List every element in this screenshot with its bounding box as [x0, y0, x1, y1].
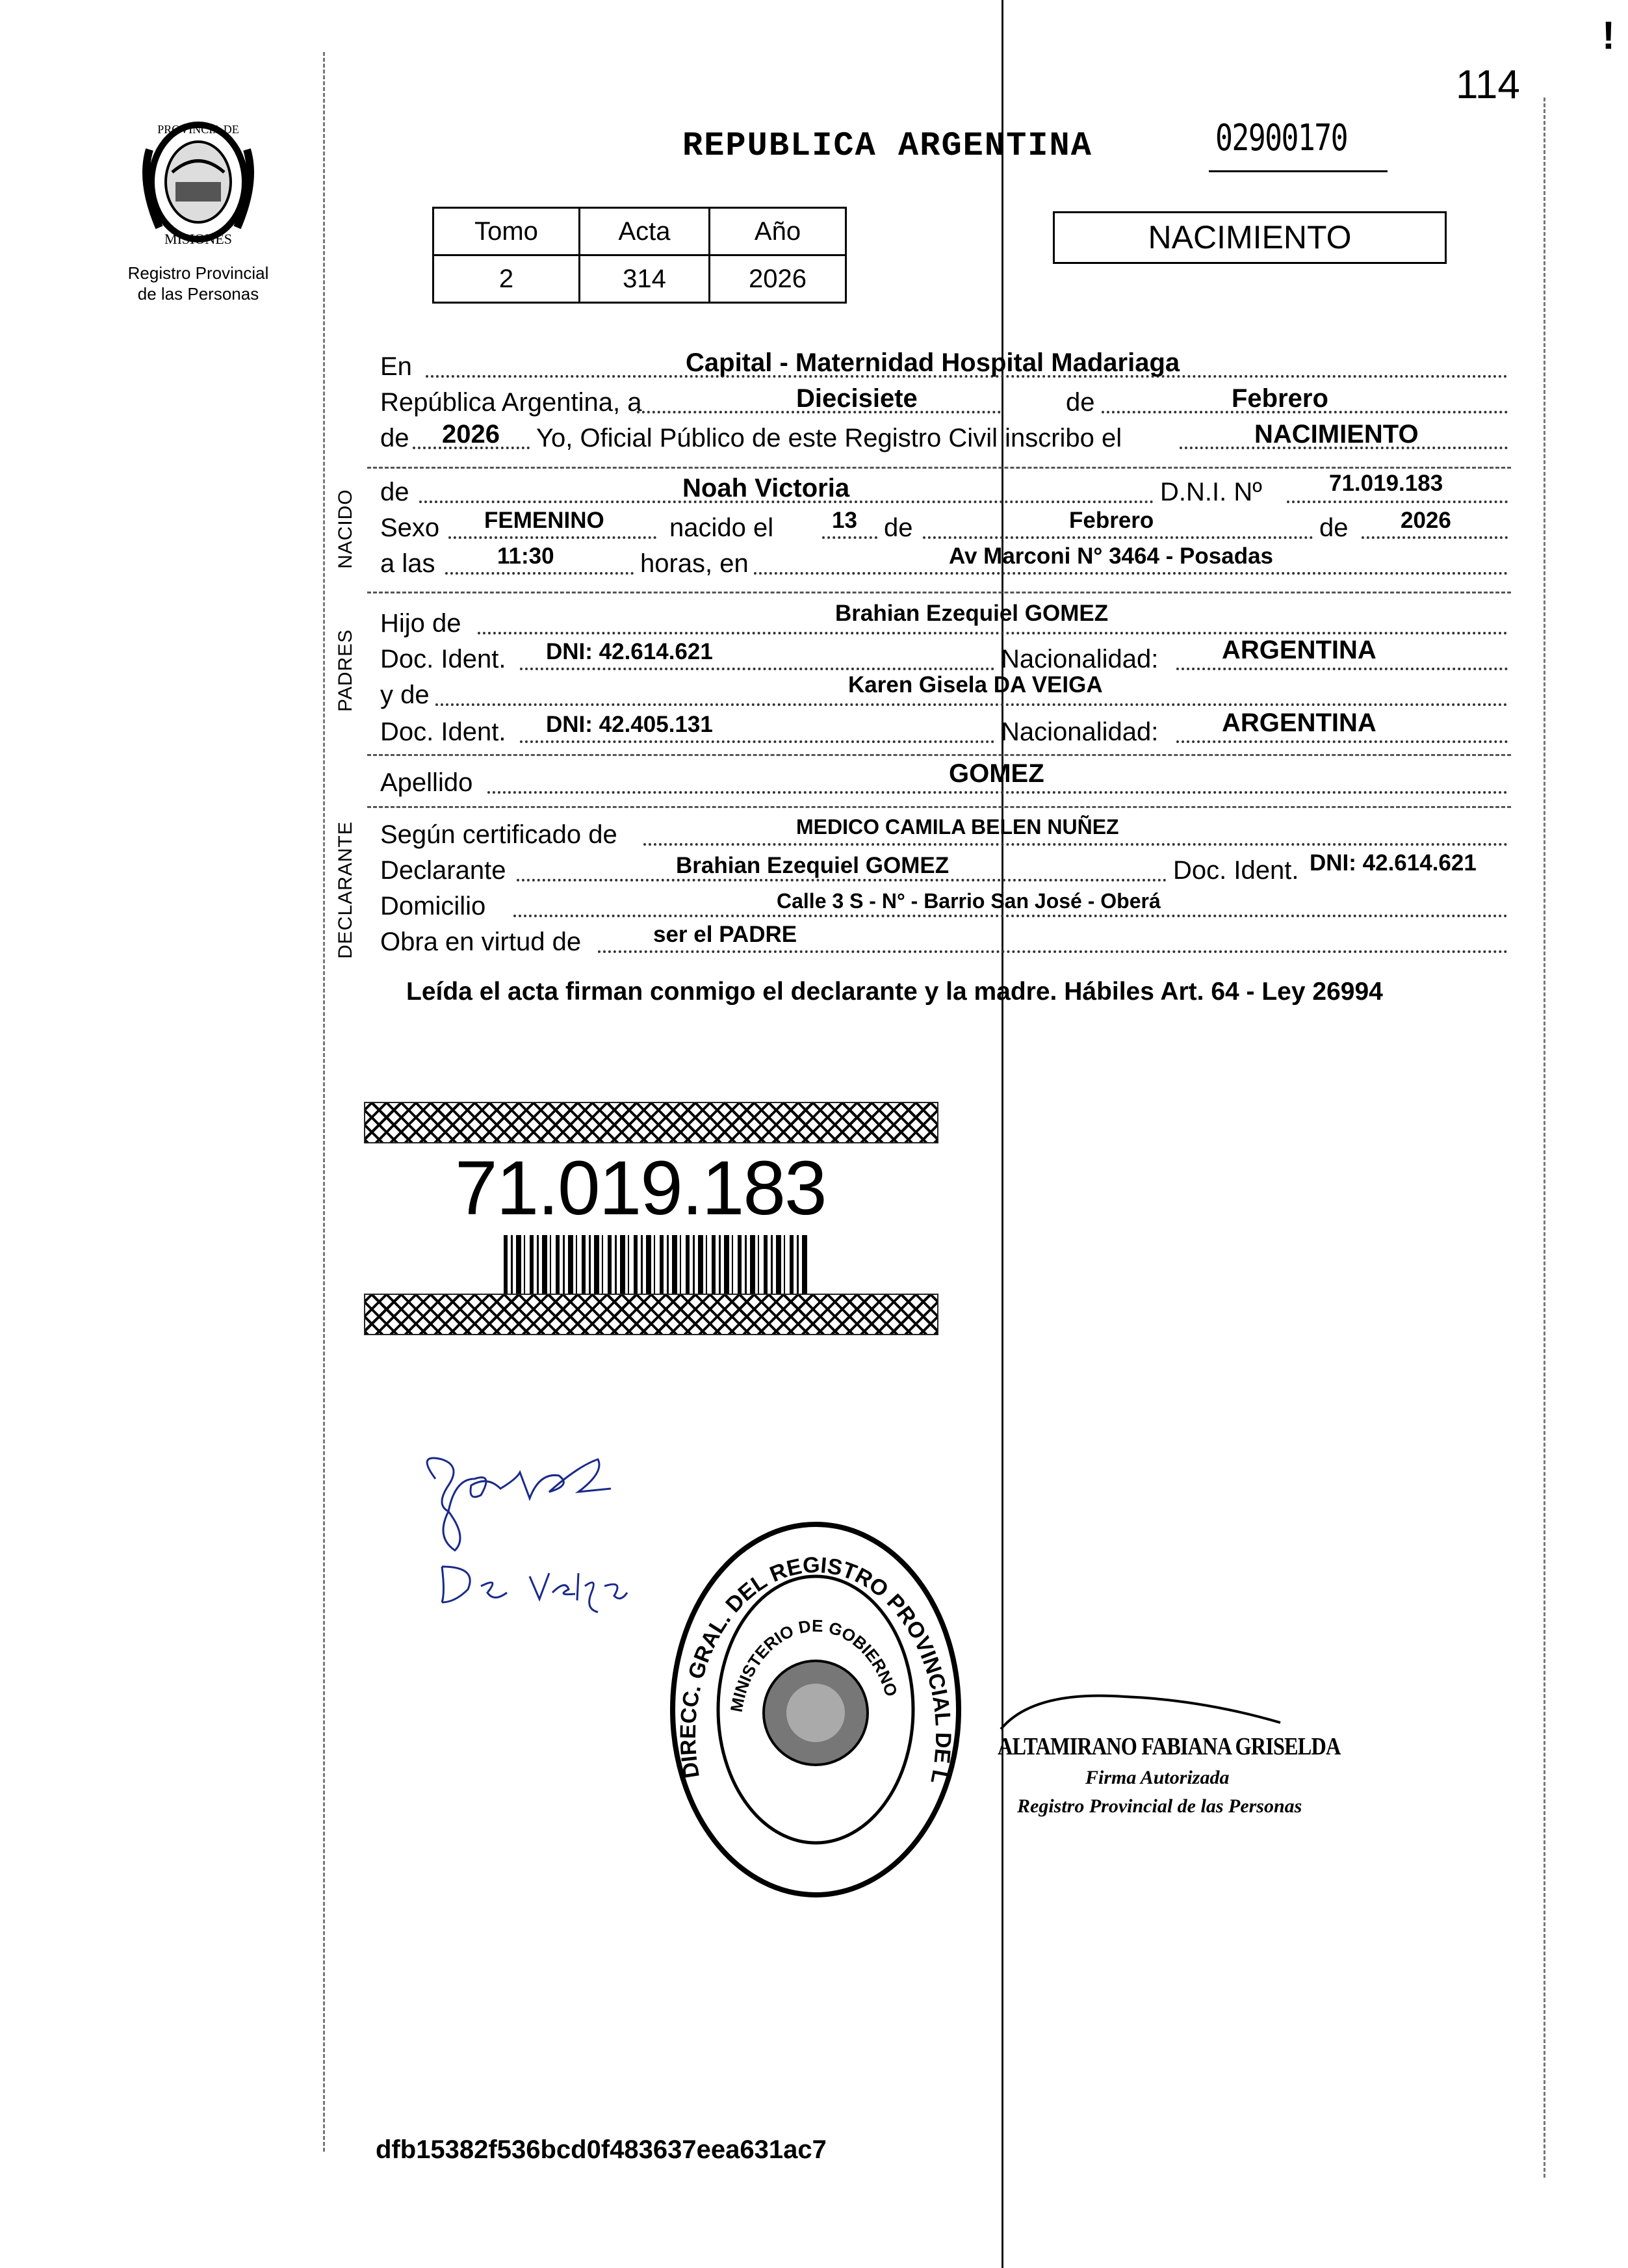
dotted-line	[517, 879, 1167, 881]
divider-padres-bottom	[367, 754, 1511, 756]
margin-line-right	[1544, 98, 1545, 2178]
registry-name-1: Registro Provincial	[127, 263, 269, 283]
row-obra	[380, 923, 1508, 959]
label-declarante: Declarante	[380, 856, 506, 885]
dotted-line	[513, 915, 1508, 917]
closing-note: Leída el acta firman conmigo el declarante y la madre. Hábiles Art. 64 - Ley 26994	[406, 978, 1383, 1006]
label-segun: Según certificado de	[380, 820, 617, 849]
dotted-line	[1176, 668, 1508, 670]
field-anio: 2026	[442, 420, 500, 449]
divider-nacido-bottom	[367, 592, 1511, 593]
field-certificado: MEDICO CAMILA BELEN NUÑEZ	[796, 815, 1119, 839]
field-mes-nac: Febrero	[1069, 508, 1154, 533]
field-nombre: Noah Victoria	[682, 474, 850, 502]
registry-name-2: de las Personas	[137, 284, 259, 304]
signature-mother	[429, 1547, 637, 1622]
field-anio-nac: 2026	[1401, 508, 1451, 533]
act-type: NACIMIENTO	[1148, 219, 1352, 255]
document-title: REPUBLICA ARGENTINA	[682, 127, 1092, 165]
row-madre	[380, 672, 1508, 712]
field-padre-doc: DNI: 42.614.621	[546, 639, 713, 664]
corner-mark: !	[1602, 14, 1615, 57]
label-de-mes: de	[1066, 388, 1095, 417]
row-domicilio	[380, 887, 1508, 924]
field-madre-nac: ARGENTINA	[1222, 709, 1376, 737]
official-stamp	[663, 1515, 968, 1908]
row-nombre	[380, 473, 1508, 510]
field-padre-nac: ARGENTINA	[1222, 636, 1376, 664]
field-declarante: Brahian Ezequiel GOMEZ	[676, 853, 950, 878]
dotted-line	[822, 536, 877, 539]
value-tomo: 2	[433, 255, 580, 303]
barcode	[504, 1235, 809, 1297]
fold-line	[1001, 0, 1003, 2268]
document-hash: dfb15382f536bcd0f483637eea631ac7	[376, 2135, 827, 2164]
dotted-line	[520, 740, 994, 743]
row-sexo	[380, 509, 1508, 545]
field-declarante-doc: DNI: 42.614.621	[1310, 850, 1477, 876]
header-anio: Año	[710, 208, 846, 255]
dotted-line	[754, 572, 1508, 575]
header-tomo: Tomo	[433, 208, 580, 255]
stamp-outer-text: DIRECC. GRAL. DEL REGISTRO PROVINCIAL DE L	[675, 1552, 956, 1786]
value-anio: 2026	[710, 255, 846, 303]
field-padre: Brahian Ezequiel GOMEZ	[835, 601, 1109, 626]
row-madre-doc	[380, 709, 1508, 749]
field-madre: Karen Gisela DA VEIGA	[848, 672, 1103, 697]
field-mes: Febrero	[1232, 384, 1328, 413]
label-de-anio: de	[380, 424, 409, 452]
record-table	[432, 207, 847, 304]
label-doc-ident-madre: Doc. Ident.	[380, 718, 506, 746]
divider-nacido-top	[367, 467, 1511, 469]
label-nacido-el: nacido el	[669, 514, 774, 542]
label-republica: República Argentina, a	[380, 388, 642, 417]
field-apellido: GOMEZ	[949, 759, 1044, 788]
header-acta: Acta	[580, 208, 710, 255]
dotted-line	[520, 668, 994, 670]
label-yo-oficial: Yo, Oficial Público de este Registro Civil inscribo el	[536, 424, 1122, 452]
serial-underline	[1209, 170, 1388, 172]
emblem-text-top: PROVINCIA DE	[157, 123, 239, 136]
page-number: 114	[1456, 62, 1520, 107]
field-obra: ser el PADRE	[653, 922, 797, 947]
field-lugar-nac: Av Marconi N° 3464 - Posadas	[949, 543, 1274, 569]
security-band-bottom	[364, 1294, 938, 1335]
margin-line-left	[323, 52, 325, 2152]
value-acta: 314	[580, 255, 710, 303]
serial-number: 02900170	[1215, 117, 1347, 159]
row-fecha	[380, 384, 1508, 420]
emblem-text-bottom: MISIONES	[164, 231, 232, 247]
field-dia-nac: 13	[832, 508, 857, 533]
dotted-line	[448, 536, 656, 539]
field-domicilio: Calle 3 S - N° - Barrio San José - Oberá	[777, 889, 1161, 913]
dotted-line	[1362, 536, 1508, 539]
row-hora-lugar	[380, 545, 1508, 581]
official-name: ALTAMIRANO FABIANA GRISELDA	[998, 1733, 1341, 1760]
security-band-top	[364, 1102, 938, 1143]
label-en: En	[380, 352, 412, 381]
label-nacionalidad-padre: Nacionalidad:	[1001, 645, 1159, 673]
dotted-line	[923, 536, 1313, 539]
label-apellido: Apellido	[380, 768, 473, 797]
dotted-line	[435, 703, 1508, 706]
label-doc-ident-padre: Doc. Ident.	[380, 645, 506, 673]
label-nacionalidad-madre: Nacionalidad:	[1001, 718, 1159, 746]
row-apellido	[380, 759, 1508, 800]
row-padre-doc	[380, 636, 1508, 677]
row-declarante	[380, 852, 1508, 888]
row-anio-acto	[380, 419, 1508, 456]
stamp-inner-text: MINISTERIO DE GOBIERNO	[726, 1615, 901, 1714]
dni-big: 71.019.183	[455, 1145, 826, 1231]
label-y-de: y de	[380, 681, 430, 709]
field-sexo: FEMENINO	[484, 508, 604, 533]
divider-apellido-bottom	[367, 806, 1511, 808]
field-dni: 71.019.183	[1329, 471, 1443, 496]
official-role: Firma Autorizada	[1085, 1767, 1230, 1788]
official-office: Registro Provincial de las Personas	[1017, 1795, 1302, 1817]
label-de-nombre: de	[380, 478, 409, 506]
dotted-line	[445, 572, 634, 575]
label-horas-en: horas, en	[640, 549, 749, 578]
field-lugar: Capital - Maternidad Hospital Madariaga	[686, 348, 1180, 377]
section-label-nacido: NACIDO	[335, 489, 356, 569]
dotted-line	[1287, 501, 1508, 503]
row-lugar	[380, 348, 1508, 384]
field-dia-letras: Diecisiete	[796, 384, 918, 413]
label-domicilio: Domicilio	[380, 892, 486, 920]
signature-father	[409, 1440, 656, 1560]
dotted-line	[478, 632, 1508, 634]
field-madre-doc: DNI: 42.405.131	[546, 712, 713, 737]
province-emblem	[133, 111, 263, 270]
label-dni: D.N.I. Nº	[1160, 478, 1262, 506]
label-sexo: Sexo	[380, 514, 440, 542]
label-a-las: a las	[380, 549, 435, 578]
section-label-declarante: DECLARANTE	[335, 821, 356, 959]
label-obra: Obra en virtud de	[380, 928, 582, 956]
row-certificado	[380, 816, 1508, 852]
label-doc-ident-declarante: Doc. Ident.	[1173, 856, 1299, 885]
label-de-2: de	[1319, 514, 1349, 542]
dotted-line	[487, 791, 1508, 794]
section-label-padres: PADRES	[335, 629, 356, 712]
label-de-1: de	[884, 514, 913, 542]
act-type-box	[1053, 211, 1447, 264]
label-hijo-de: Hijo de	[380, 609, 461, 638]
field-acto: NACIMIENTO	[1254, 420, 1419, 449]
dotted-line	[643, 843, 1508, 846]
field-hora: 11:30	[497, 543, 554, 569]
dotted-line	[598, 950, 1508, 953]
dotted-line	[1176, 740, 1508, 743]
